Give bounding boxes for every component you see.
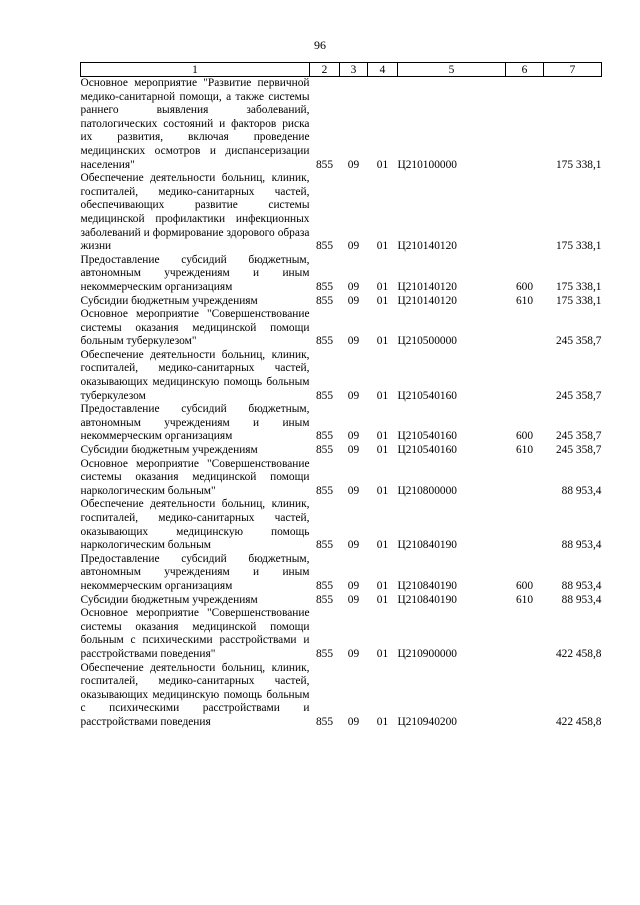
row-amount: 88 953,4	[561, 539, 602, 552]
row-target-article: Ц210540160	[397, 430, 457, 443]
row-target-article: Ц210940200	[397, 715, 457, 728]
row-subsection-code: 01	[376, 579, 389, 592]
row-ministry-code: 855	[315, 430, 334, 443]
table-row	[81, 254, 602, 295]
row-name: Обеспечение деятельности больниц, клиник, госпиталей, медико-санитарных частей, оказывающих медицинскую помощь больным с психическими расстройствами и расстройствами поведения	[80, 661, 310, 728]
row-section-code: 09	[347, 539, 360, 552]
table-row	[81, 444, 602, 458]
row-expense-type: 610	[515, 593, 534, 606]
header-col-1: 1	[81, 63, 310, 77]
row-subsection-code: 01	[376, 335, 389, 348]
row-subsection-code: 01	[376, 430, 389, 443]
row-amount: 245 358,7	[555, 335, 602, 348]
table-row	[81, 403, 602, 444]
table-row	[81, 308, 602, 349]
row-amount: 245 358,7	[555, 430, 602, 443]
row-expense-type	[506, 308, 544, 349]
table-row	[81, 295, 602, 309]
table-header	[81, 63, 602, 77]
row-section-code: 09	[347, 240, 360, 253]
header-row	[81, 63, 602, 77]
row-section-code: 09	[347, 335, 360, 348]
table-row	[81, 458, 602, 499]
row-section-code: 09	[347, 444, 360, 457]
row-amount: 88 953,4	[561, 579, 602, 592]
row-ministry-code: 855	[315, 444, 334, 457]
row-section-code: 09	[347, 280, 360, 293]
header-col-2: 2	[310, 63, 340, 77]
row-name: Основное мероприятие "Совершенствование системы оказания медицинской помощи больным с психическими расстройствами и расстройствами поведения"	[80, 607, 310, 660]
row-section-code: 09	[347, 294, 360, 307]
table-row	[81, 349, 602, 403]
row-section-code: 09	[347, 389, 360, 402]
row-subsection-code: 01	[376, 444, 389, 457]
row-expense-type: 600	[515, 579, 534, 592]
row-name: Субсидии бюджетным учреждениям	[80, 593, 258, 606]
row-name: Предоставление субсидий бюджетным, автономным учреждениям и иным некоммерческим организациям	[80, 552, 310, 592]
table-row	[81, 498, 602, 552]
page-number: 96	[314, 38, 326, 52]
row-target-article: Ц210540160	[397, 444, 457, 457]
row-section-code: 09	[347, 484, 360, 497]
table-body	[81, 77, 602, 730]
row-name: Обеспечение деятельности больниц, клиник, госпиталей, медико-санитарных частей, оказывающих медицинскую помощь больным туберкулезом	[80, 348, 310, 402]
row-ministry-code: 855	[315, 715, 334, 728]
row-subsection-code: 01	[376, 294, 389, 307]
row-name: Основное мероприятие "Совершенствование системы оказания медицинской помощи больным туберкулезом"	[80, 308, 310, 348]
budget-table	[80, 62, 602, 730]
row-section-code: 09	[347, 579, 360, 592]
row-target-article: Ц210140120	[397, 294, 457, 307]
header-col-4: 4	[368, 63, 398, 77]
row-amount: 88 953,4	[561, 593, 602, 606]
row-section-code: 09	[347, 715, 360, 728]
row-ministry-code: 855	[315, 579, 334, 592]
row-amount: 245 358,7	[555, 389, 602, 402]
row-ministry-code: 855	[315, 294, 334, 307]
row-target-article: Ц210840190	[397, 579, 457, 592]
row-subsection-code: 01	[376, 539, 389, 552]
row-target-article: Ц210140120	[397, 240, 457, 253]
row-ministry-code: 855	[315, 484, 334, 497]
header-col-6: 6	[506, 63, 544, 77]
header-col-3: 3	[340, 63, 368, 77]
row-name: Обеспечение деятельности больниц, клиник, госпиталей, медико-санитарных частей, обеспечивающих развитие системы медицинской профилактики инфекционных заболеваний и формирование здорового образа жизни	[80, 172, 310, 253]
row-section-code: 09	[347, 158, 360, 171]
table-row	[81, 607, 602, 661]
row-name: Обеспечение деятельности больниц, клиник, госпиталей, медико-санитарных частей, оказывающих медицинскую помощь наркологическим больным	[80, 498, 310, 552]
row-expense-type	[506, 458, 544, 499]
row-ministry-code: 855	[315, 335, 334, 348]
row-target-article: Ц210900000	[397, 647, 457, 660]
row-target-article: Ц210140120	[397, 280, 457, 293]
row-amount: 175 338,1	[555, 158, 602, 171]
row-subsection-code: 01	[376, 240, 389, 253]
row-name: Предоставление субсидий бюджетным, автономным учреждениям и иным некоммерческим организациям	[80, 253, 310, 293]
row-ministry-code: 855	[315, 647, 334, 660]
row-subsection-code: 01	[376, 593, 389, 606]
row-ministry-code: 855	[315, 240, 334, 253]
row-subsection-code: 01	[376, 647, 389, 660]
row-expense-type: 600	[515, 280, 534, 293]
row-amount: 175 338,1	[555, 240, 602, 253]
row-section-code: 09	[347, 647, 360, 660]
row-name: Основное мероприятие "Развитие первичной медико-санитарной помощи, а также системы раннего выявления заболеваний, патологических состояний и факторов риска их развития, включая проведение медицинских осмотров и диспансеризации населения"	[80, 77, 310, 171]
row-expense-type	[506, 607, 544, 661]
header-col-7: 7	[544, 63, 602, 77]
row-ministry-code: 855	[315, 389, 334, 402]
row-subsection-code: 01	[376, 158, 389, 171]
row-name: Субсидии бюджетным учреждениям	[80, 294, 258, 307]
row-subsection-code: 01	[376, 715, 389, 728]
row-expense-type	[506, 349, 544, 403]
row-subsection-code: 01	[376, 389, 389, 402]
row-amount: 175 338,1	[555, 294, 602, 307]
row-expense-type	[506, 77, 544, 173]
row-amount: 422 458,8	[555, 647, 602, 660]
row-target-article: Ц210100000	[397, 158, 457, 171]
row-target-article: Ц210800000	[397, 484, 457, 497]
row-ministry-code: 855	[315, 539, 334, 552]
table-row	[81, 77, 602, 173]
row-ministry-code: 855	[315, 158, 334, 171]
row-subsection-code: 01	[376, 484, 389, 497]
row-expense-type	[506, 662, 544, 730]
row-expense-type: 600	[515, 430, 534, 443]
row-section-code: 09	[347, 430, 360, 443]
row-target-article: Ц210840190	[397, 539, 457, 552]
row-name: Субсидии бюджетным учреждениям	[80, 444, 258, 457]
row-amount: 245 358,7	[555, 444, 602, 457]
row-amount: 88 953,4	[561, 484, 602, 497]
row-subsection-code: 01	[376, 280, 389, 293]
table-row	[81, 662, 602, 730]
row-ministry-code: 855	[315, 280, 334, 293]
row-expense-type: 610	[515, 444, 534, 457]
row-expense-type	[506, 498, 544, 552]
row-target-article: Ц210840190	[397, 593, 457, 606]
table-row	[81, 172, 602, 254]
row-name: Предоставление субсидий бюджетным, автономным учреждениям и иным некоммерческим организациям	[80, 403, 310, 443]
row-amount: 422 458,8	[555, 715, 602, 728]
row-target-article: Ц210540160	[397, 389, 457, 402]
table-row	[81, 594, 602, 608]
row-target-article: Ц210500000	[397, 335, 457, 348]
row-expense-type: 610	[515, 294, 534, 307]
row-expense-type	[506, 172, 544, 254]
row-section-code: 09	[347, 593, 360, 606]
table-row	[81, 553, 602, 594]
row-ministry-code: 855	[315, 593, 334, 606]
row-amount: 175 338,1	[555, 280, 602, 293]
row-name: Основное мероприятие "Совершенствование системы оказания медицинской помощи наркологическим больным"	[80, 457, 310, 497]
header-col-5: 5	[398, 63, 506, 77]
